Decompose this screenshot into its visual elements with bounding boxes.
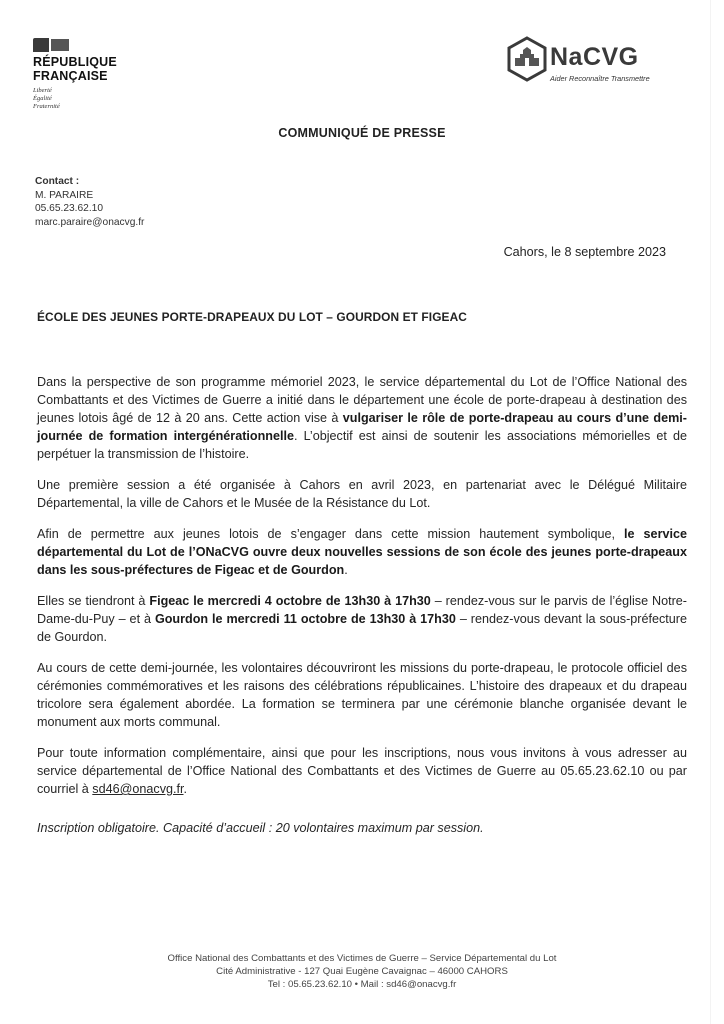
p6-text-a: Pour toute information complémentaire, ainsi que pour les inscriptions, nous vous invitons à vous adresser au service départemental de l’Office National des Combattants et des Victimes de Guerre au 05.65.23.62.10 ou par courriel à [37,746,687,796]
p4-text-c: – rendez-vous sur le parvis de l’église Notre-Dame-du-Puy – et à [37,594,688,626]
contact-label: Contact : [35,176,80,187]
paragraph-3 [37,525,687,579]
republique-line1: RÉPUBLIQUE [33,55,117,69]
document-date: Cahors, le 8 septembre 2023 [503,245,666,259]
p1-text-a: Dans la perspective de son programme mémoriel 2023, le service départemental du Lot de l’Office National des Combattants et des Victimes de Guerre a initié dans le département une école de porte-drapeau à destination des jeunes lotois âgé de 12 à 20 ans. Cette action vise à [37,375,687,425]
motto-liberte: Liberté [33,87,52,94]
marianne-flag-icon [33,38,69,52]
contact-name: M. PARAIRE [35,189,94,201]
paragraph-6 [37,744,687,798]
footer-line3: Tel : 05.65.23.62.10 • Mail : sd46@onacvg.fr [267,979,457,990]
p3-text-c: . [344,563,348,577]
footer-line1: Office National des Combattants et des Victimes de Guerre – Service Départemental du Lot [167,953,557,964]
onacvg-logo-tagline: Aider Reconnaître Transmettre [550,74,650,83]
p6-text-c: . [183,782,187,796]
document-subject: ÉCOLE DES JEUNES PORTE-DRAPEAUX DU LOT – GOURDON ET FIGEAC [37,310,467,324]
p1-bold: vulgariser le rôle de porte-drapeau au cours d’une demi-journée de formation intergénérationnelle [37,411,687,443]
republique-francaise-logo [33,38,143,111]
page-title: COMMUNIQUÉ DE PRESSE [278,126,446,140]
paragraph-5: Au cours de cette demi-journée, les volontaires découvriront les missions du porte-drapeau, le protocole officiel des cérémonies commémoratives et les raisons des célébrations républicaines. L’histoire des drapeaux et du drapeau tricolore sera également abordée. La formation se terminera par une cérémonie blanche organisée devant le monument aux morts communal. [37,661,687,729]
onacvg-logo [506,36,666,82]
motto-fraternite: Fraternité [33,103,60,110]
motto-egalite: Égalité [33,95,52,102]
contact-email: marc.paraire@onacvg.fr [35,216,145,228]
p3-bold: le service départemental du Lot de l’ONaCVG ouvre deux nouvelles sessions de son école des jeunes porte-drapeaux dans les sous-préfectures de Figeac et de Gourdon [37,527,687,577]
scan-edge-line [710,0,711,1024]
republique-line2: FRANÇAISE [33,69,108,83]
email-link[interactable]: sd46@onacvg.fr [92,782,184,796]
p3-text-a: Afin de permettre aux jeunes lotois de s’engager dans cette mission hautement symbolique, [37,527,625,541]
contact-block [35,175,144,229]
paragraph-4 [37,592,687,646]
onacvg-logo-name: NaCVG [550,43,639,71]
paragraph-1 [37,373,687,463]
republique-name [33,55,143,83]
registration-note: Inscription obligatoire. Capacité d’accueil : 20 volontaires maximum par session. [37,821,484,835]
p1-text-c: . L’objectif est ainsi de soutenir les associations mémorielles et de perpétuer la transmission de l’histoire. [37,429,687,461]
p4-text-a: Elles se tiendront à [37,594,150,608]
page-footer [0,952,724,991]
paragraph-2: Une première session a été organisée à Cahors en avril 2023, en partenariat avec le Délégué Militaire Départemental, la ville de Cahors et le Musée de la Résistance du Lot. [37,478,687,510]
footer-line2: Cité Administrative - 127 Quai Eugène Cavaignac – 46000 CAHORS [216,966,508,977]
republique-motto [33,87,143,111]
p4-bold-figeac: Figeac le mercredi 4 octobre de 13h30 à 17h30 [149,594,431,608]
p4-text-e: – rendez-vous devant la sous-préfecture de Gourdon. [37,612,687,644]
contact-phone: 05.65.23.62.10 [35,203,103,214]
p4-bold-gourdon: Gourdon le mercredi 11 octobre de 13h30 à 17h30 [154,612,456,626]
onacvg-hexagon-icon [506,36,548,82]
document-body [37,373,687,850]
